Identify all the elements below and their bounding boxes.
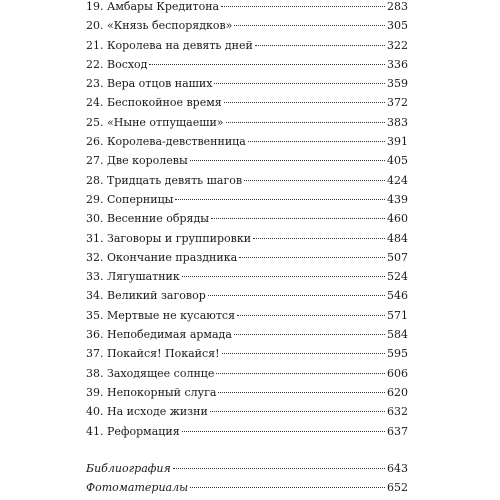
appendix-title: Фотоматериалы (86, 481, 189, 495)
dot-leader (253, 238, 385, 239)
toc-row (86, 267, 408, 286)
toc-row (86, 248, 408, 267)
appendix-title: Библиография (86, 461, 171, 475)
page-number: 383 (387, 115, 408, 129)
chapter-title: 31. Заговоры и группировки (86, 231, 252, 245)
toc-row (86, 151, 408, 170)
page-number: 391 (387, 135, 408, 149)
dot-leader (208, 295, 385, 296)
chapter-title: 40. На исходе жизни (86, 405, 208, 419)
page-number: 637 (387, 424, 408, 438)
dot-leader (234, 25, 385, 26)
dot-leader (239, 257, 385, 258)
chapter-title: 37. Покайся! Покайся! (86, 347, 220, 361)
toc-row (86, 36, 408, 55)
toc-row (86, 132, 408, 151)
dot-leader (222, 353, 386, 354)
page-number: 571 (387, 308, 408, 322)
dot-leader (237, 315, 385, 316)
page-number: 322 (387, 38, 408, 52)
toc-row (86, 113, 408, 132)
dot-leader (234, 334, 385, 335)
toc-row (86, 286, 408, 305)
chapter-title: 25. «Ныне отпущаеши» (86, 115, 224, 129)
chapter-title: 21. Королева на девять дней (86, 38, 253, 52)
chapter-title: 36. Непобедимая армада (86, 328, 232, 342)
page-number: 405 (387, 154, 408, 168)
chapter-title: 39. Непокорный слуга (86, 385, 217, 399)
page-number: 632 (387, 405, 408, 419)
toc-row (86, 190, 408, 209)
page-number: 283 (387, 0, 408, 13)
page-number: 584 (387, 328, 408, 342)
toc-row (86, 422, 408, 441)
page-number: 595 (387, 347, 408, 361)
page-number: 372 (387, 96, 408, 110)
dot-leader (218, 392, 385, 393)
page-number: 484 (387, 231, 408, 245)
page-number: 606 (387, 366, 408, 380)
toc-row (86, 344, 408, 363)
toc-row (86, 402, 408, 421)
dot-leader (211, 218, 385, 219)
chapter-title: 22. Восход (86, 57, 148, 71)
page-number: 359 (387, 77, 408, 91)
toc-row (86, 229, 408, 248)
page-number: 439 (387, 192, 408, 206)
dot-leader (175, 199, 385, 200)
dot-leader (182, 276, 385, 277)
dot-leader (173, 468, 385, 469)
chapter-title: 34. Великий заговор (86, 289, 206, 303)
chapter-title: 24. Беспокойное время (86, 96, 222, 110)
chapter-title: 19. Амбары Кредитона (86, 0, 220, 13)
dot-leader (226, 122, 386, 123)
dot-leader (221, 6, 385, 7)
page-number: 620 (387, 385, 408, 399)
page-number: 507 (387, 250, 408, 264)
chapter-title: 33. Лягушатник (86, 270, 180, 284)
toc-row (86, 306, 408, 325)
chapter-title: 20. «Князь беспорядков» (86, 19, 233, 33)
dot-leader (182, 431, 385, 432)
page-number: 305 (387, 19, 408, 33)
chapter-title: 27. Две королевы (86, 154, 188, 168)
chapter-title: 41. Реформация (86, 424, 180, 438)
toc-row (86, 383, 408, 402)
toc-row-appendix (86, 459, 408, 478)
toc-row (86, 55, 408, 74)
dot-leader (224, 102, 385, 103)
toc-row (86, 74, 408, 93)
page-number: 546 (387, 289, 408, 303)
chapter-title: 35. Мертвые не кусаются (86, 308, 236, 322)
page-number: 652 (387, 481, 408, 495)
page-number: 460 (387, 212, 408, 226)
chapter-title: 29. Соперницы (86, 192, 174, 206)
section-spacer (86, 441, 408, 459)
dot-leader (149, 64, 385, 65)
page-number: 424 (387, 173, 408, 187)
page-number: 524 (387, 270, 408, 284)
chapter-title: 30. Весенние обряды (86, 212, 210, 226)
dot-leader (214, 83, 385, 84)
toc-row (86, 0, 408, 16)
toc-row (86, 171, 408, 190)
page-number: 643 (387, 461, 408, 475)
dot-leader (244, 180, 385, 181)
toc-row (86, 364, 408, 383)
dot-leader (190, 160, 385, 161)
toc-row (86, 209, 408, 228)
toc-row-appendix (86, 478, 408, 497)
dot-leader (190, 487, 385, 488)
chapter-title: 28. Тридцать девять шагов (86, 173, 243, 187)
toc-row (86, 16, 408, 35)
toc-row (86, 325, 408, 344)
dot-leader (216, 373, 385, 374)
dot-leader (255, 45, 385, 46)
chapter-title: 26. Королева-девственница (86, 135, 246, 149)
chapter-title: 38. Заходящее солнце (86, 366, 215, 380)
table-of-contents (86, 0, 408, 497)
chapter-title: 23. Вера отцов наших (86, 77, 213, 91)
toc-row (86, 93, 408, 112)
dot-leader (248, 141, 385, 142)
page-number: 336 (387, 57, 408, 71)
dot-leader (210, 411, 385, 412)
chapter-title: 32. Окончание праздника (86, 250, 238, 264)
